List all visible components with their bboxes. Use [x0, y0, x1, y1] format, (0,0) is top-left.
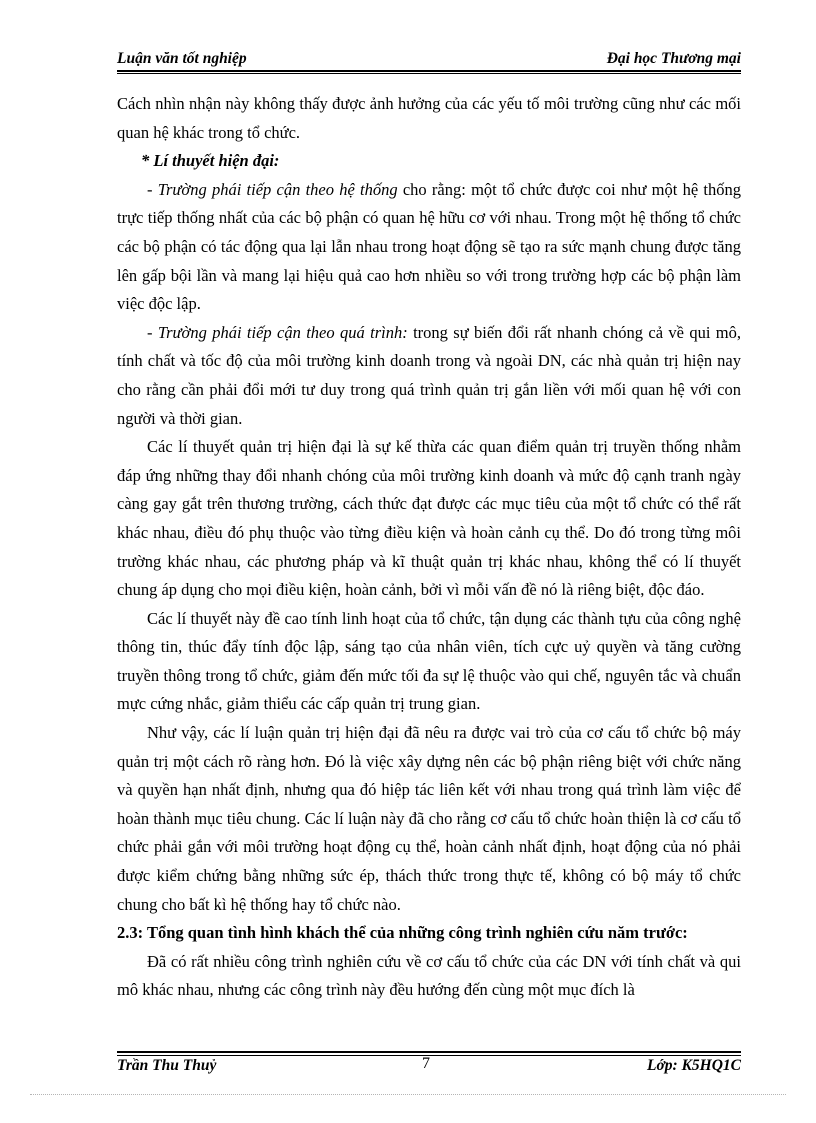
page-bottom-dotted-line — [30, 1094, 786, 1095]
paragraph-3-italic: - Trường phái tiếp cận theo quá trình: — [147, 322, 408, 342]
footer-rule — [117, 1051, 741, 1053]
page-number: 7 — [422, 1055, 430, 1072]
footer-class: Lớp: K5HQ1C — [647, 1057, 741, 1074]
header-thesis-title: Luận văn tốt nghiệp — [117, 50, 247, 67]
paragraph-2 — [117, 176, 741, 319]
paragraph-3 — [117, 319, 741, 433]
header-university: Đại học Thương mại — [606, 50, 741, 67]
paragraph-6: Như vậy, các lí luận quản trị hiện đại đã nêu ra được vai trò của cơ cấu tổ chức bộ máy quản trị một cách rõ ràng hơn. Đó là việc xây dựng nên các bộ phận riêng biệt với chức năng và quyền hạn nhất định, nhưng qua đó hiệp tác liên kết với nhau trong quá trình làm việc để hoàn thành mục tiêu chung. Các lí luận này đã cho rằng cơ cấu tổ chức hoàn thiện là cơ cấu tổ chức phải gắn với môi trường hoạt động cụ thể, hoàn cảnh nhất định, hoạt động của nó phải được kiểm chứng bằng những sức ép, thách thức trong thực tế, không có bộ máy tổ chức chung cho bất kì hệ thống hay tổ chức nào. — [117, 723, 741, 914]
header-rule — [117, 73, 741, 74]
page-footer — [117, 1057, 741, 1077]
page-header — [117, 48, 741, 72]
page-body — [117, 90, 741, 1005]
paragraph-2-italic: - Trường phái tiếp cận theo hệ thống — [147, 179, 398, 199]
subheading-modern-theory: * Lí thuyết hiện đại: — [141, 151, 280, 171]
paragraph-4: Các lí thuyết quản trị hiện đại là sự kế thừa các quan điểm quản trị truyền thống nhằm đáp ứng những thay đổi nhanh chóng của môi trường kinh doanh và mức độ cạnh tranh ngày càng gay gắt trên thương trường, cách thức đạt được các mục tiêu của một tổ chức có thể rất khác nhau, điều đó phụ thuộc vào từng điều kiện và hoàn cảnh cụ thể. Do đó trong từng môi trường khác nhau, các phương pháp và kĩ thuật quản trị khác nhau, không thể có lí thuyết chung áp dụng cho mọi điều kiện, hoàn cảnh, bởi vì mỗi vấn đề nó là riêng biệt, độc đáo. — [117, 437, 741, 600]
section-heading-2-3: 2.3: Tổng quan tình hình khách thể của những công trình nghiên cứu năm trước: — [117, 923, 688, 943]
paragraph-7: Đã có rất nhiều công trình nghiên cứu về cơ cấu tổ chức của các DN với tính chất và qui mô khác nhau, nhưng các công trình này đều hướng đến cùng một mục đích là — [117, 951, 741, 1000]
footer-author: Trần Thu Thuỷ — [117, 1057, 217, 1074]
paragraph-3-text: trong sự biến đổi rất nhanh chóng cả về qui mô, tính chất và tốc độ của môi trường kinh doanh trong và ngoài DN, các nhà quản trị hiện nay cho rằng cần phải đổi mới tư duy trong quá trình quản trị gắn liền với mối quan hệ với con người và thời gian. — [117, 322, 741, 428]
paragraph-5: Các lí thuyết này đề cao tính linh hoạt của tổ chức, tận dụng các thành tựu của công nghệ thông tin, thúc đẩy tính độc lập, sáng tạo của nhân viên, tích cực uỷ quyền và tăng cường truyền thông trong tổ chức, giảm đến mức tối đa sự lệ thuộc vào qui chế, nguyên tắc và chuẩn mực cứng nhắc, giảm thiểu các cấp quản trị trung gian. — [117, 608, 741, 714]
paragraph-1: Cách nhìn nhận này không thấy được ảnh hưởng của các yếu tố môi trường cũng như các mối quan hệ khác trong tổ chức. — [117, 94, 741, 142]
paragraph-2-text: cho rằng: một tổ chức được coi như một hệ thống trực tiếp thống nhất của các bộ phận có quan hệ hữu cơ với nhau. Trong một hệ thống tổ chức các bộ phận có tác động qua lại lẫn nhau trong hoạt động sẽ tạo ra sức mạnh chung được tăng lên gấp bội lần và mang lại hiệu quả cao hơn nhiều so với trong trường hợp các bộ phận làm việc độc lập. — [117, 179, 741, 314]
